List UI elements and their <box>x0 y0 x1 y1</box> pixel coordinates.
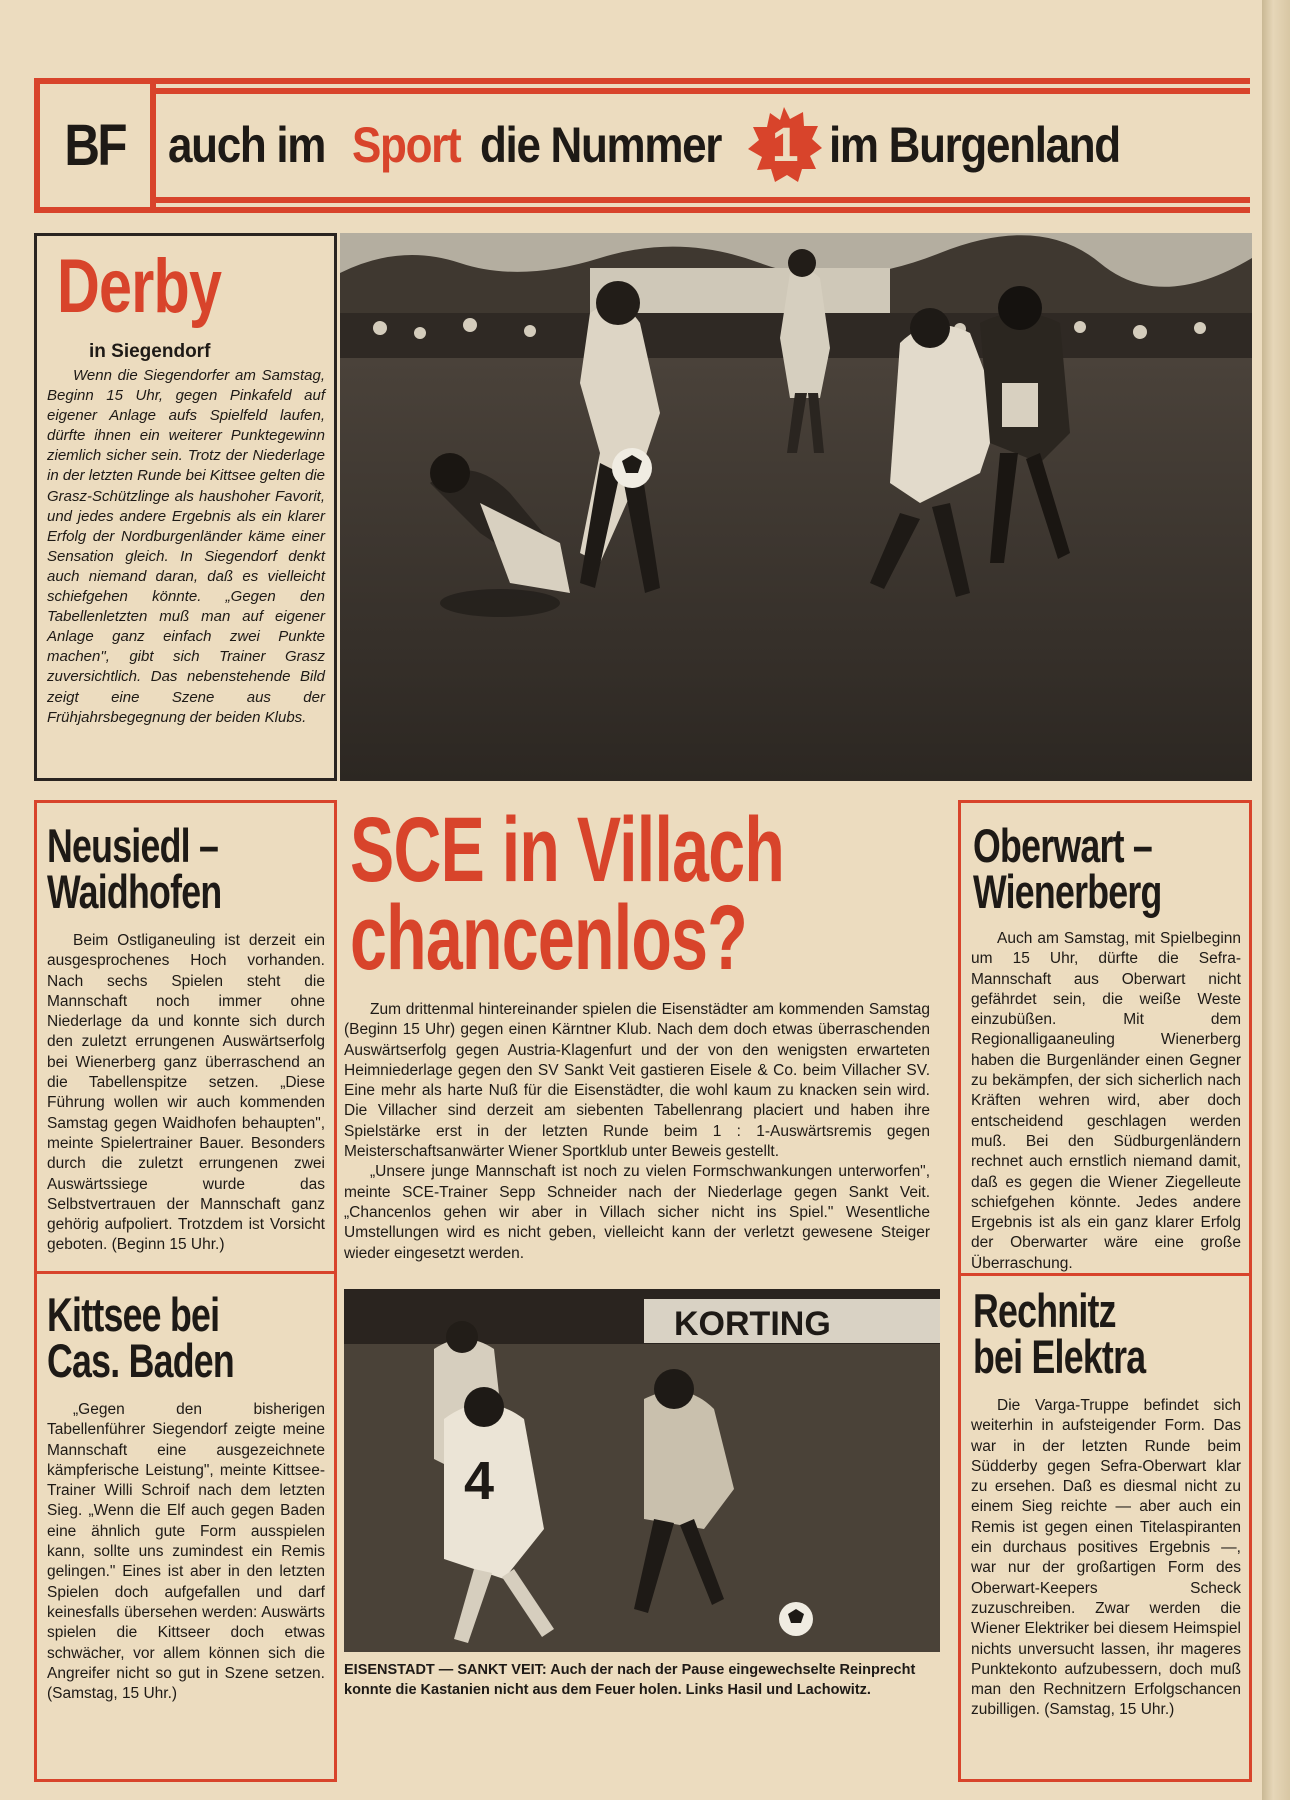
oberwart-body <box>971 929 1241 1274</box>
slogan-text: auch im <box>168 117 326 173</box>
kittsee-headline <box>47 1288 321 1388</box>
masthead-rule <box>146 78 1250 84</box>
sce-headline <box>350 799 969 990</box>
masthead-rule <box>146 197 1250 203</box>
slogan-number: 1 <box>771 118 798 172</box>
headline-line: Cas. Baden <box>47 1334 234 1388</box>
bf-logo-box <box>34 78 156 213</box>
slogan-text: die Nummer <box>479 117 721 173</box>
rechnitz-article <box>958 1276 1252 1782</box>
derby-article <box>34 233 337 781</box>
oberwart-article <box>958 800 1252 1276</box>
headline-line: Wienerberg <box>973 865 1162 919</box>
oberwart-headline <box>973 819 1247 919</box>
sce-body <box>344 1000 930 1264</box>
neusiedl-paragraph: Beim Ostliganeuling ist derzeit ein ausgesprochenes Hoch vorhanden. Nach sechs Spielen steht die Mannschaft noch immer ohne Niederlage da und konnte sich durch den zuletzt errungenen Auswärtserfolg bei Wienerberg ganz überraschend an die Tabellenspitze setzen. „Diese Führung wollen wir auch kommenden Samstag gegen Waidhofen behaupten", meinte Spielertrainer Bauer. Besonders durch die zuletzt errungenen zwei Auswärtssiege wurde das Selbstvertrauen der Mannschaft ganz gehörig aufpoliert. Trotzdem ist Vorsicht geboten. (Beginn 15 Uhr.) <box>47 932 325 1254</box>
derby-headline: Derby <box>57 244 222 329</box>
sce-photo-caption: EISENSTADT — SANKT VEIT: Auch der nach der Pause eingewechselte Reinprecht konnte die Kastanien nicht aus dem Feuer holen. Links Hasil und Lachowitz. <box>344 1662 916 1698</box>
sce-paragraph: „Unsere junge Mannschaft ist noch zu vielen Formschwankungen unterworfen", meinte SCE-Trainer Sepp Schneider nach der Niederlage gegen Sankt Veit. „Chancenlos gehen wir aber in Villach sicher nicht ins Spiel." Wesentliche Umstellungen wird es nicht geben, vielleicht kann der verletzt gewesene Steiger wieder eingesetzt werden. <box>344 1163 930 1262</box>
derby-body <box>47 366 325 728</box>
kittsee-paragraph: „Gegen den bisherigen Tabellenführer Siegendorf zeigte meine Mannschaft eine ausgezeichnete kämpferische Leistung", meinte Kittsee-Trainer Willi Schroif nach dem letzten Sieg. „Wenn die Elf auch gegen Baden eine ähnlich gute Form ausspielen kann, sollte uns zumindest ein Remis gelingen." Eines ist aber in den letzten Spielen doch aufgefallen und darf keinesfalls übersehen werden: Auswärts spielen die Kittseer doch etwas schwächer, vor allem können sich die Angreifer nicht so gut in Szene setzen. (Samstag, 15 Uhr.) <box>47 1401 325 1703</box>
photo-shirt-number: 4 <box>464 1451 495 1511</box>
page-edge-strip <box>1262 0 1290 1800</box>
masthead-rule <box>146 207 1250 213</box>
kittsee-body <box>47 1400 325 1704</box>
neusiedl-body <box>47 931 325 1256</box>
headline-line: Rechnitz <box>973 1284 1116 1337</box>
kittsee-article <box>34 1274 337 1782</box>
neusiedl-headline <box>47 819 321 919</box>
oberwart-paragraph: Auch am Samstag, mit Spielbeginn um 15 Uhr, dürfte die Sefra-Mannschaft aus Oberwart nicht gefährdet sein, die weiße Weste einzubüßen. Mit dem Regionalligaaneuling Wienerberg haben die Burgenländer einen Gegner zu bekämpfen, der sich sicherlich nach Kräften wehren wird, aber doch entscheidend geschlagen werden muß. Bei den Südburgenländern rechnet auch ernstlich niemand damit, daß es gegen die Wiener Ziegelleute schiefgehen könnte. Jedes andere Ergebnis ist als ein ganz klarer Erfolg der Oberwarter wäre eine große Überraschung. <box>971 930 1241 1272</box>
masthead <box>34 78 1250 213</box>
neusiedl-article <box>34 800 337 1274</box>
rechnitz-body <box>971 1396 1241 1721</box>
slogan-highlight: Sport <box>352 117 461 173</box>
sce-paragraph: Zum drittenmal hintereinander spielen die Eisenstädter am kommenden Samstag (Beginn 15 Uhr) gegen einen Kärntner Klub. Nach dem doch etwas überraschenden Auswärtserfolg gegen Austria-Klagenfurt und der von den wenigsten erwarteten Heimniederlage gegen den SV Sankt Veit gastieren Eisele & Co. beim Villacher SV. Eine mehr als harte Nuß für die Eisenstädter, die wohl kaum zu knacken sein wird. Die Villacher sind derzeit am siebenten Tabellenrang placiert und haben ihre Spielstärke erst in der letzten Runde beim 1 : 1-Auswärtsremis gegen Meisterschaftsanwärter Wiener Sportklub unter Beweis gestellt. <box>344 1001 930 1161</box>
derby-paragraph: Wenn die Siegendorfer am Samstag, Beginn 15 Uhr, gegen Pinkafeld auf eigener Anlage aufs Spielfeld laufen, dürfte ihnen ein weiterer Punktegewinn ziemlich sicher sein. Trotz der Niederlage in der letzten Runde bei Kittsee gelten die Grasz-Schützlinge als haushoher Favorit, und jedes andere Ergebnis als ein klarer Erfolg der Nordburgenländer käme einer Sensation gleich. In Siegendorf denkt auch niemand daran, daß es vielleicht schiefgehen könnte. „Gegen den Tabellenletzten muß man auf eigener Anlage ganz einfach zwei Punkte machen", gibt sich Trainer Grasz zuversichtlich. Das nebenstehende Bild zeigt eine Szene aus der Frühjahrsbegegnung der beiden Klubs. <box>47 367 325 726</box>
headline-line: Oberwart – <box>973 819 1153 872</box>
number-one-badge <box>745 106 823 184</box>
rechnitz-headline <box>973 1284 1247 1384</box>
slogan-text: im Burgenland <box>829 117 1121 173</box>
masthead-rule <box>146 88 1250 94</box>
headline-line: Waidhofen <box>47 865 222 919</box>
rechnitz-paragraph: Die Varga-Truppe befindet sich weiterhin in aufsteigender Form. Das war in der letzten Runde beim Südderby gegen Sefra-Oberwart klar zu ersehen. Daß es diesmal nicht zu einem Sieg reichte — aber auch ein Remis ist gegen einen Titelaspiranten ein durchaus positives Ergebnis —, war nur der großartigen Form des Oberwart-Keepers Scheck zuzuschreiben. Zwar werden die Wiener Elektriker bei diesem Heimspiel nichts unversucht lassen, ihr mageres Punktekonto aufzubessern, doch muß man den Rechnitzern Erfolgschancen zubilligen. (Samstag, 15 Uhr.) <box>971 1397 1241 1719</box>
bf-logo: BF <box>64 113 126 178</box>
derby-subhead: in Siegendorf <box>89 341 211 362</box>
headline-line: Neusiedl – <box>47 819 219 872</box>
masthead-slogan <box>168 100 1250 190</box>
headline-line: chancenlos? <box>350 887 748 990</box>
derby-photo <box>340 233 1252 781</box>
sce-photo <box>344 1289 940 1652</box>
photo-banner-text: KORTING <box>674 1305 831 1343</box>
headline-line: Kittsee bei <box>47 1288 220 1341</box>
headline-line: SCE in Villach <box>350 799 785 901</box>
headline-line: bei Elektra <box>973 1330 1146 1384</box>
